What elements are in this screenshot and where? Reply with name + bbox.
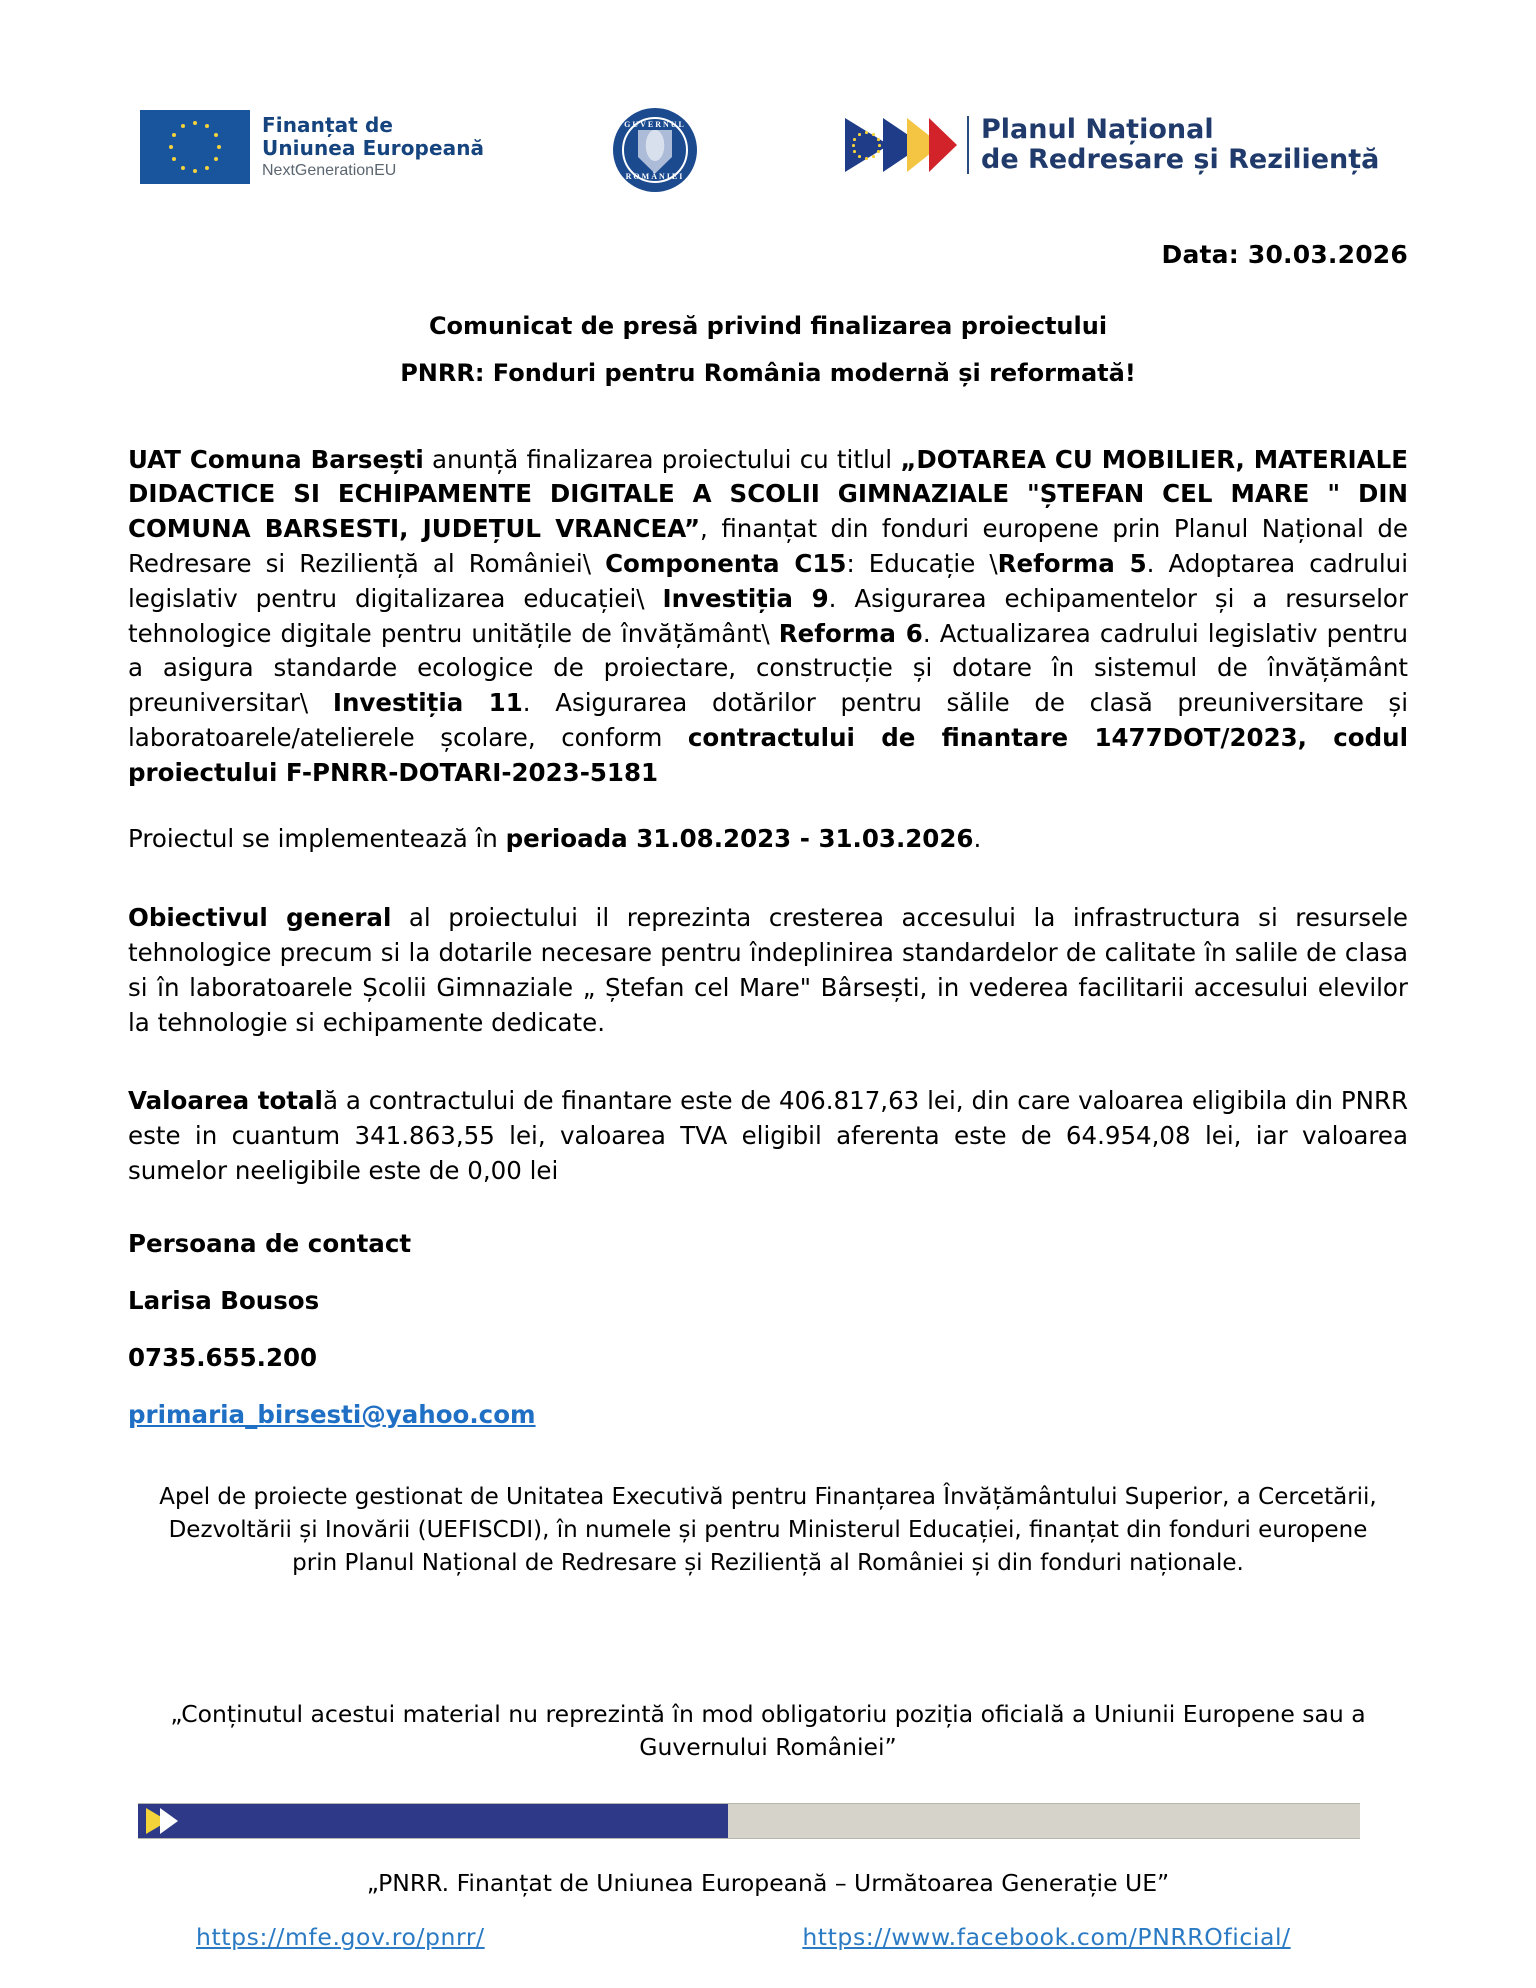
main-text-2: , finanțat din fonduri europene prin Planul Național de Redresare si Reziliență al României\ xyxy=(128,514,1408,578)
contract-code: contractului de finantare 1477DOT/2023, codul proiectului F-PNRR-DOTARI-2023-5181 xyxy=(128,722,1408,787)
objective-text: al proiectului il reprezinta cresterea accesului la infrastructura si resursele tehnologice precum si la dotarile necesare pentru îndeplinirea standardelor de calitate în salile de clasa si în laboratoarele Școlii Gimnaziale „ Ștefan cel Mare" Bârsești, in vederea facilitarii accesului elevilor la tehnologie si echipamente dedicate. xyxy=(128,903,1408,1037)
investitia-11-label: Investiția 11 xyxy=(332,688,523,718)
reforma-6-label: Reforma 6 xyxy=(778,618,923,648)
document-body xyxy=(128,240,1408,1951)
contact-email-link[interactable]: primaria_birsesti@yahoo.com xyxy=(128,1399,536,1429)
pnrr-logo-line1: Planul Național xyxy=(981,113,1214,145)
main-text-4: . Adoptarea cadrului legislativ pentru digitalizarea educației\ xyxy=(128,548,1409,613)
investitia-9-label: Investiția 9 xyxy=(662,583,829,613)
headline-line-1: Comunicat de presă privind finalizarea proiectului xyxy=(428,312,1108,340)
contact-heading: Persoana de contact xyxy=(128,1228,412,1258)
footer-links-row xyxy=(128,1923,1408,1951)
value-text: ă a contractului de finantare este de 406.817,63 lei, din care valoarea eligibila din PNRR este in cuantum 341.863,55 lei, valoarea TVA eligibil aferenta este de 64.954,08 lei, iar valoarea sumelor neeligibile este de 0,00 lei xyxy=(128,1086,1408,1185)
paragraph-project-description xyxy=(128,443,1408,791)
pnrr-logo xyxy=(845,112,1379,178)
paragraph-call-management: Apel de proiecte gestionat de Unitatea Executivă pentru Finanțarea Învățământului Superior, a Cercetării, Dezvoltării și Inovării (UEFISCDI), în numele și pentru Ministerul Educației, finanțat din fonduri europene prin Planul Național de Redresare și Reziliență al României și din fonduri naționale. xyxy=(159,1483,1377,1576)
logo-header-bar xyxy=(0,108,1536,192)
pnrr-triangle-red xyxy=(929,118,957,172)
eu-flag-icon xyxy=(140,110,250,184)
pnrr-logo-divider xyxy=(967,116,969,174)
document-date: Data: 30.03.2026 xyxy=(1161,240,1408,269)
seal-top-text: GUVERNUL xyxy=(624,120,686,129)
main-text-1: anunță finalizarea proiectului cu titlul xyxy=(423,444,901,474)
pnrr-triangles-icon xyxy=(845,112,963,178)
main-text-7: . Asigurarea dotărilor pentru sălile de clasă preuniversitare și laboratoarele/atelierele școlare, conform xyxy=(128,688,1408,752)
paragraph-disclaimer: „Conținutul acestui material nu reprezintă în mod obligatoriu poziția oficială a Uniunii Europene sau a Guvernului României” xyxy=(170,1699,1366,1762)
eu-funding-logo xyxy=(140,110,484,184)
contact-phone: 0735.655.200 xyxy=(128,1342,318,1372)
footer-link-left-cell xyxy=(174,1923,802,1951)
spacer-3 xyxy=(128,1050,1408,1084)
main-text-6: . Actualizarea cadrului legislativ pentru a asigura standarde ecologice de proiectare, construcție și dotare în sistemul de învățământ preuniversitar\ xyxy=(128,618,1408,718)
pnrr-logo-line2: de Redresare și Reziliență xyxy=(981,144,1380,175)
contact-person-name: Larisa Bousos xyxy=(128,1285,320,1315)
eu-logo-line2: Uniunea Europeană xyxy=(262,135,485,160)
period-text-1: Proiectul se implementează în xyxy=(128,824,506,854)
page-title xyxy=(128,303,1408,397)
componenta-label: Componenta C15 xyxy=(605,548,847,578)
headline-line-2: PNRR: Fonduri pentru România modernă și reformată! xyxy=(400,358,1136,387)
banner-caption: „PNRR. Finanțat de Uniunea Europeană – Următoarea Generație UE” xyxy=(366,1868,1170,1897)
romanian-government-seal-icon xyxy=(613,108,697,192)
paragraph-total-value xyxy=(128,1084,1408,1188)
spacer-2 xyxy=(128,867,1408,901)
main-text-3: : Educație \ xyxy=(846,548,998,578)
main-text-5: . Asigurarea echipamentelor și a resurselor tehnologice digitale pentru unitățile de învățământ\ xyxy=(128,583,1408,648)
project-title: „DOTAREA CU MOBILIER, MATERIALE DIDACTICE SI ECHIPAMENTE DIGITALE A SCOLII GIMNAZIALE "ȘTEFAN CEL MARE " DIN COMUNA BARSESTI, JUDEȚUL VRANCEA” xyxy=(128,444,1408,544)
eu-stars-circle-icon xyxy=(169,121,221,173)
eu-logo-line3: NextGenerationEU xyxy=(262,161,397,179)
paragraph-general-objective xyxy=(128,901,1408,1040)
seal-bottom-text: ROMÂNIEI xyxy=(625,172,685,181)
value-label: Valoarea total xyxy=(128,1086,323,1116)
eu-logo-line1: Finanțat de xyxy=(262,113,394,138)
paragraph-implementation-period xyxy=(128,822,1408,857)
uat-name: UAT Comuna Barsești xyxy=(128,444,424,474)
nextgeneration-eu-banner xyxy=(138,1803,1360,1839)
banner-blue-segment xyxy=(138,1804,728,1838)
footer-link-right-cell xyxy=(802,1923,1362,1951)
objective-label: Obiectivul general xyxy=(128,903,392,933)
reforma-5-label: Reforma 5 xyxy=(997,548,1147,578)
period-text-2: . xyxy=(973,824,982,854)
period-value: perioada 31.08.2023 - 31.03.2026 xyxy=(505,824,974,854)
eu-logo-text xyxy=(262,114,484,180)
facebook-pnrr-link[interactable]: https://www.facebook.com/PNRROficial/ xyxy=(802,1922,1291,1951)
pnrr-logo-text xyxy=(981,115,1379,175)
banner-arrow-white-icon xyxy=(160,1808,178,1834)
pnrr-eu-stars-icon xyxy=(852,131,880,159)
spacer-1 xyxy=(128,800,1408,822)
mfe-pnrr-link[interactable]: https://mfe.gov.ro/pnrr/ xyxy=(196,1922,485,1951)
